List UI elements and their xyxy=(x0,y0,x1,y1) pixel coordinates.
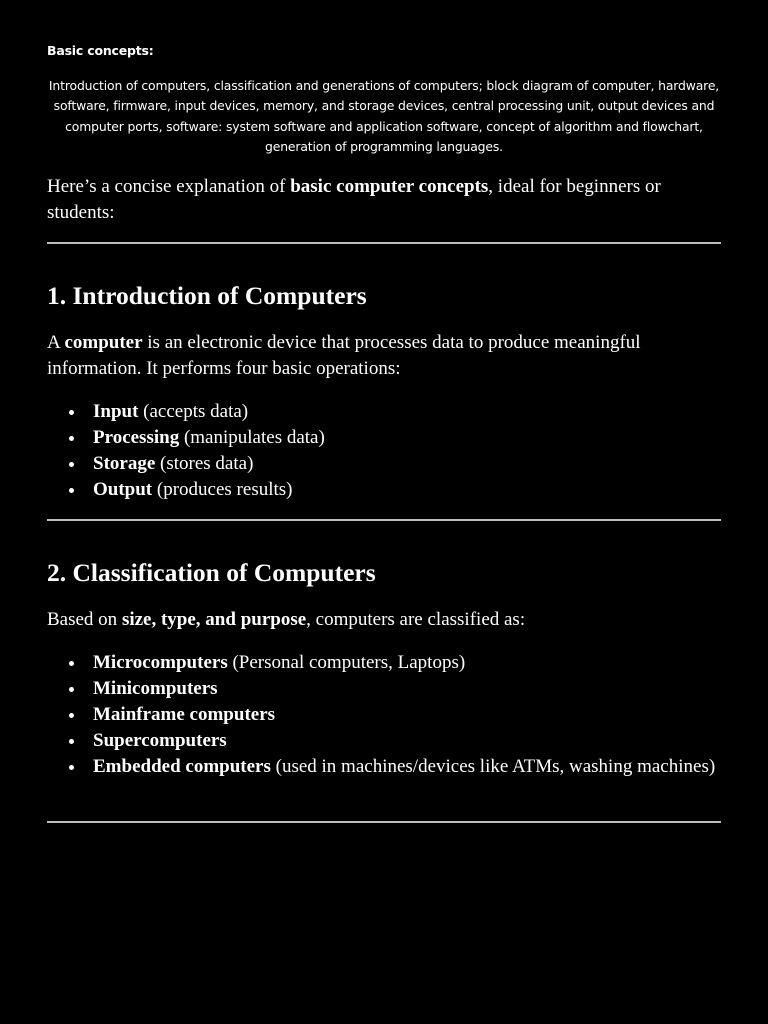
section-heading-introduction: 1. Introduction of Computers xyxy=(47,281,367,310)
list-item-term: Minicomputers xyxy=(93,678,218,699)
bullet-icon xyxy=(69,765,74,770)
bullet-icon xyxy=(69,462,74,467)
bullet-icon xyxy=(69,488,74,493)
operations-list xyxy=(47,399,721,503)
list-item-term: Mainframe computers xyxy=(93,704,276,725)
section-divider xyxy=(47,519,721,521)
list-item xyxy=(47,702,721,728)
intro-text-end: , ideal for beginners or students: xyxy=(47,176,661,223)
bullet-icon xyxy=(69,739,74,744)
list-item xyxy=(47,650,721,676)
list-item-description: (manipulates data) xyxy=(179,427,325,448)
intro-paragraph xyxy=(47,174,721,226)
bullet-icon xyxy=(69,713,74,718)
list-item-term: Supercomputers xyxy=(93,730,227,751)
list-item xyxy=(47,477,721,503)
list-item-description: (used in machines/devices like ATMs, washing machines) xyxy=(270,756,716,777)
list-item-description: (accepts data) xyxy=(138,401,249,422)
syllabus-text: Introduction of computers, classification and generations of computers; block diagram of computer, hardware, software, firmware, input devices, memory, and storage devices, central processing unit, output devices and computer ports, software: system software and application software, concept of algorithm and flowchart, generation of programming languages. xyxy=(48,78,720,155)
bullet-icon xyxy=(69,661,74,666)
list-item-description: (stores data) xyxy=(155,453,254,474)
classification-list xyxy=(47,650,721,780)
bullet-icon xyxy=(69,436,74,441)
section-2-text-end: , computers are classified as: xyxy=(306,609,526,630)
list-item-term: Output xyxy=(93,479,153,500)
section-heading-classification: 2. Classification of Computers xyxy=(47,558,376,587)
list-item-term: Embedded computers xyxy=(93,756,271,777)
intro-text-start: Here’s a concise explanation of xyxy=(47,176,291,197)
section-2-bold-phrase: size, type, and purpose xyxy=(121,609,307,630)
bullet-icon xyxy=(69,410,74,415)
list-item xyxy=(47,676,721,702)
bullet-icon xyxy=(69,687,74,692)
list-item xyxy=(47,728,721,754)
intro-bold-phrase: basic computer concepts xyxy=(290,176,489,197)
section-1-paragraph xyxy=(47,330,721,382)
list-item-description: (Personal computers, Laptops) xyxy=(227,652,466,673)
section-1-text-start: A xyxy=(47,332,65,353)
section-1-text-end: is an electronic device that processes data to produce meaningful information. It performs four basic operations: xyxy=(47,332,641,379)
section-2-text-start: Based on xyxy=(47,609,122,630)
list-item xyxy=(47,754,721,780)
list-item-description: (produces results) xyxy=(152,479,293,500)
list-item xyxy=(47,399,721,425)
list-item-term: Processing xyxy=(93,427,180,448)
section-1-bold-term: computer xyxy=(64,332,143,353)
section-divider xyxy=(47,242,721,244)
basic-concepts-label: Basic concepts: xyxy=(47,43,154,58)
list-item xyxy=(47,451,721,477)
list-item xyxy=(47,425,721,451)
section-divider xyxy=(47,821,721,823)
list-item-term: Storage xyxy=(93,453,156,474)
list-item-term: Microcomputers xyxy=(93,652,228,673)
list-item-term: Input xyxy=(93,401,139,422)
section-2-paragraph xyxy=(47,607,721,633)
